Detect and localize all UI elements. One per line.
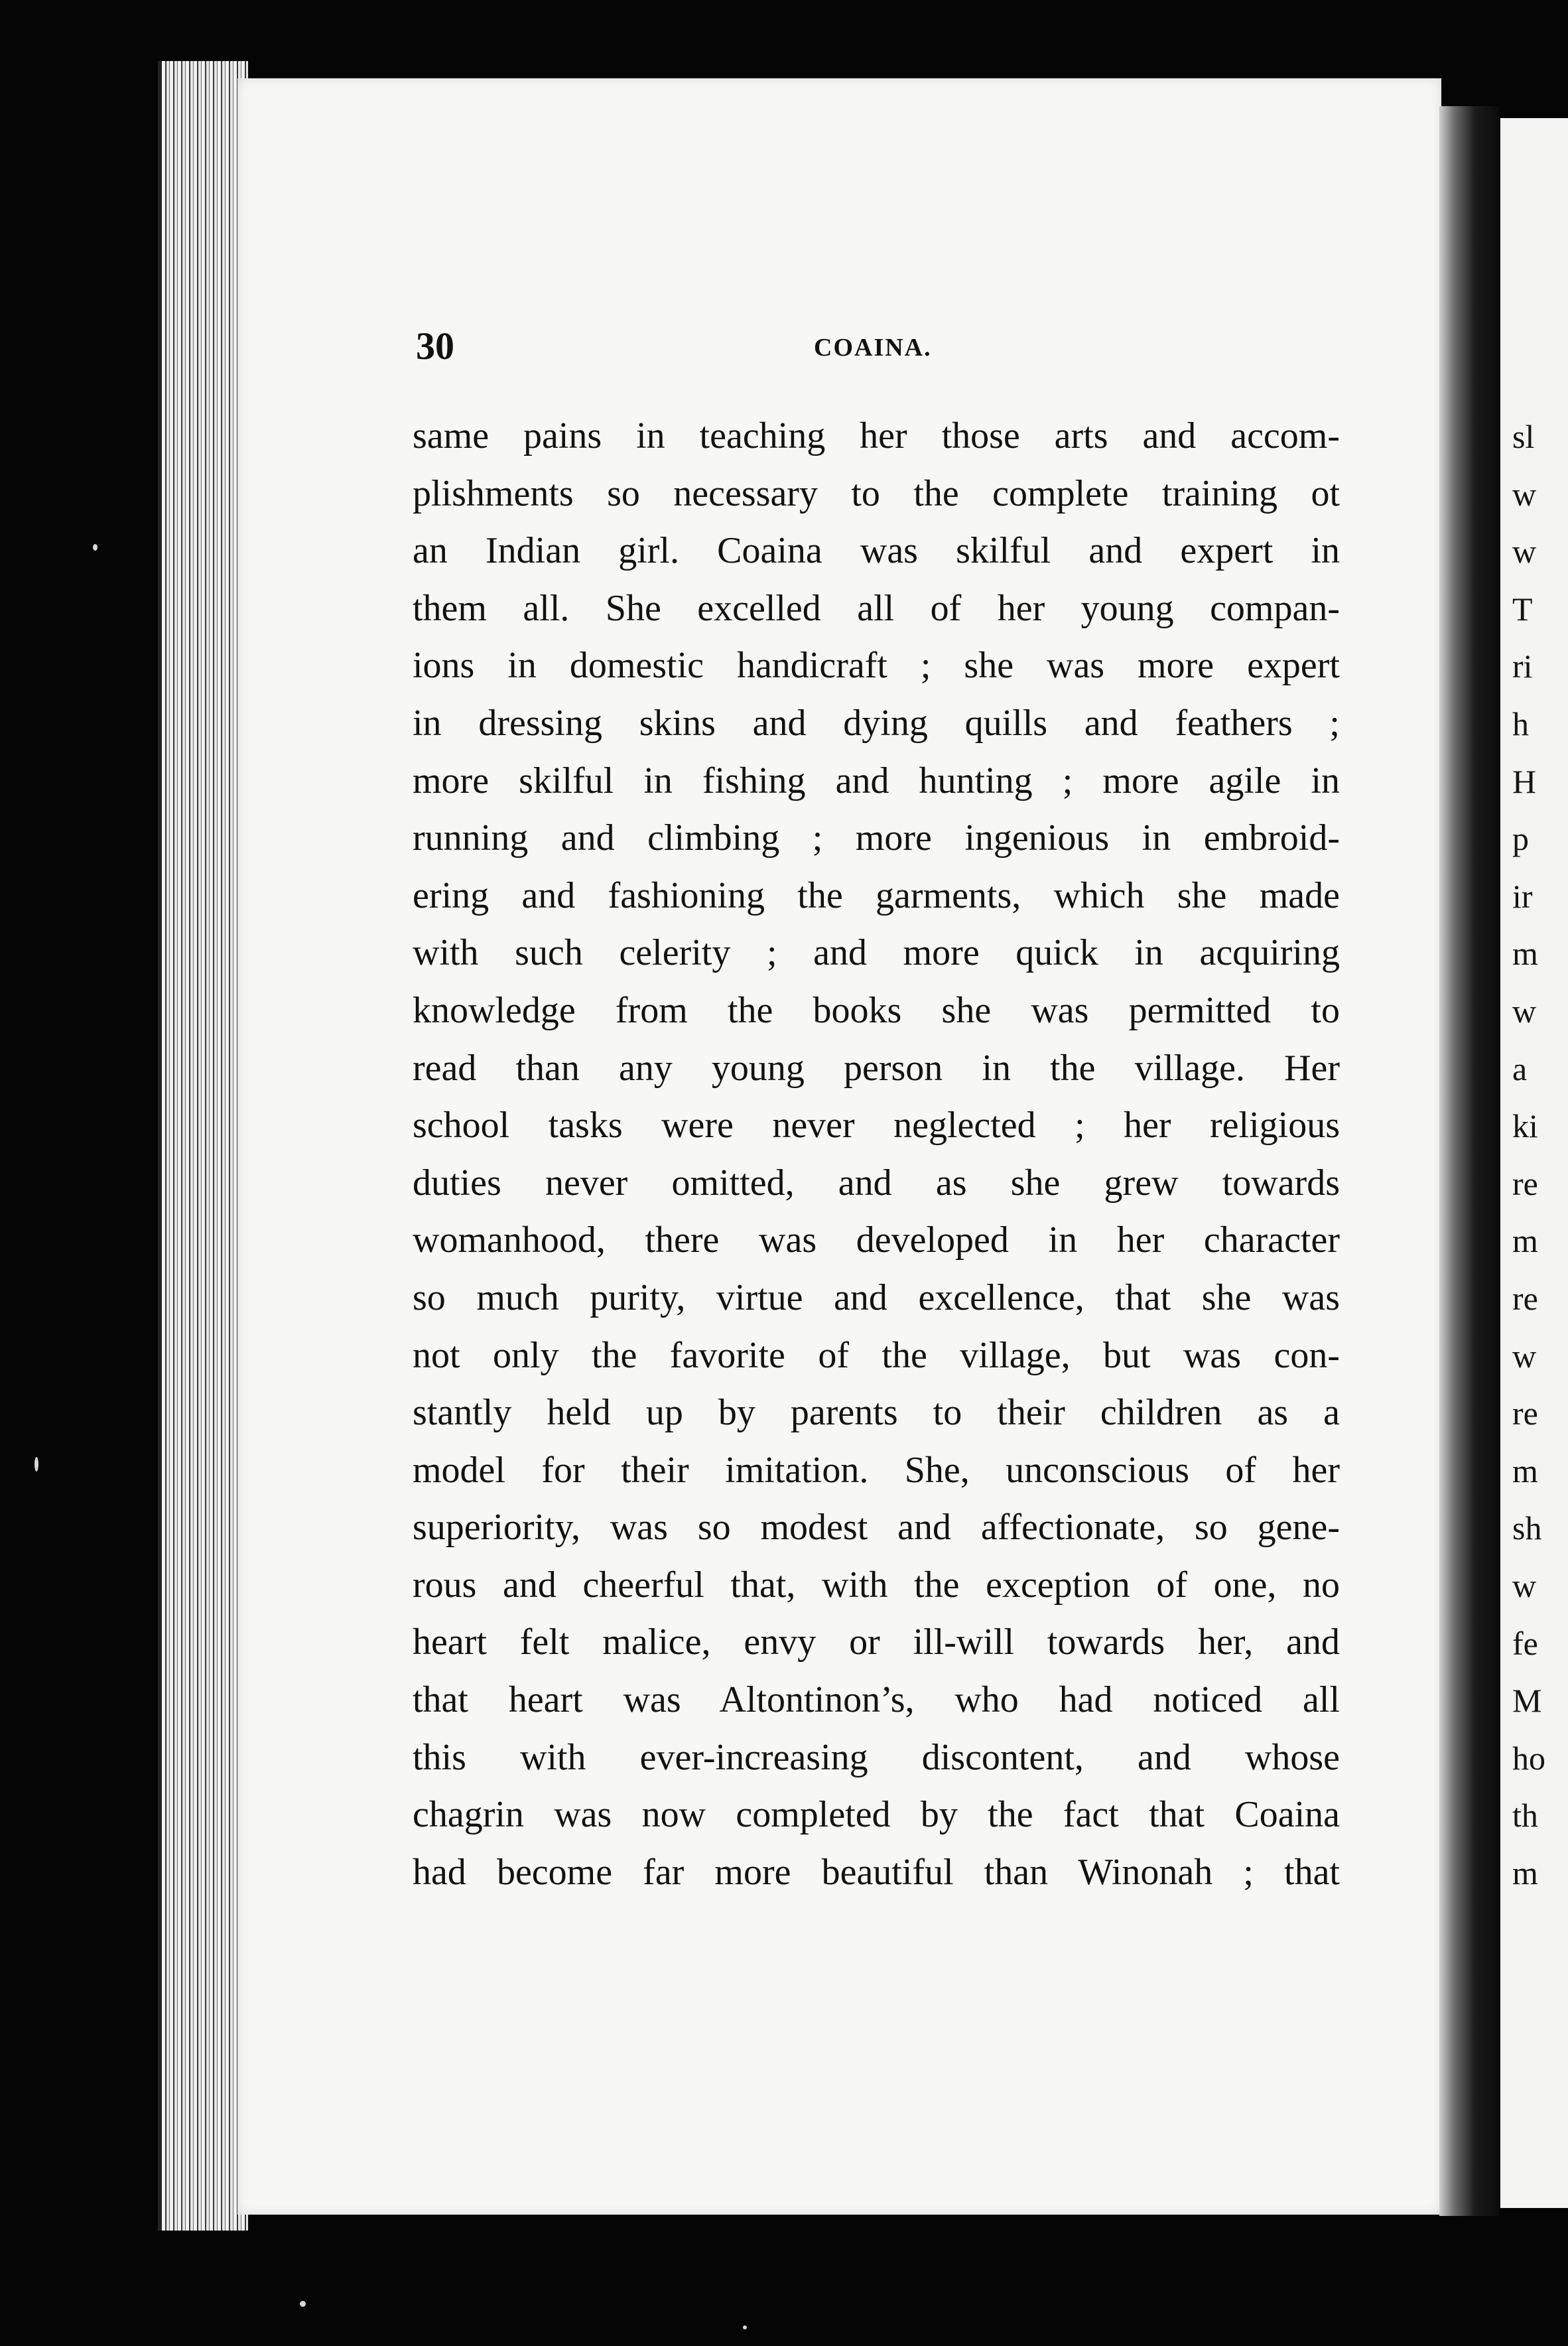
page-number: 30 [416, 324, 454, 368]
dust-speck [93, 544, 98, 551]
text-line: rous and cheerful that, with the exception of one, no [413, 1564, 1340, 1606]
facing-page-fragment: m [1512, 935, 1538, 973]
running-head: COAINA. [814, 334, 932, 362]
text-line: with such celerity ; and more quick in acquiring [413, 932, 1340, 974]
text-line: womanhood, there was developed in her character [413, 1219, 1340, 1261]
body-text [413, 407, 1340, 1901]
facing-page-fragment: ki [1512, 1107, 1538, 1145]
facing-page-fragment: w [1512, 533, 1537, 571]
text-line: chagrin was now completed by the fact that Coaina [413, 1794, 1340, 1836]
facing-page-fragment: m [1512, 1452, 1538, 1489]
facing-page-fragment: M [1512, 1682, 1542, 1720]
facing-page-fragment: h [1512, 705, 1529, 742]
facing-page-fragment: re [1512, 1395, 1538, 1432]
text-line: them all. She excelled all of her young compan- [413, 587, 1340, 629]
facing-page-fragment: m [1512, 1854, 1538, 1892]
text-line: more skilful in fishing and hunting ; more agile in [413, 760, 1340, 801]
facing-page-fragment: sh [1512, 1509, 1542, 1547]
facing-page-edge [1500, 118, 1568, 2208]
facing-page-fragment: fe [1512, 1624, 1538, 1662]
facing-page-fragment: th [1512, 1797, 1538, 1834]
facing-page-fragment: w [1512, 993, 1537, 1030]
text-line: that heart was Altontinon’s, who had noticed all [413, 1679, 1340, 1721]
text-line: duties never omitted, and as she grew towards [413, 1162, 1340, 1204]
facing-page-fragment: re [1512, 1280, 1538, 1317]
text-line: ions in domestic handicraft ; she was more expert [413, 645, 1340, 687]
facing-page-fragment: p [1512, 820, 1529, 858]
text-line: an Indian girl. Coaina was skilful and expert in [413, 530, 1340, 572]
facing-page-fragment: H [1512, 762, 1537, 800]
dust-speck [300, 2301, 306, 2307]
book-gutter-shadow [1439, 106, 1499, 2216]
text-line: model for their imitation. She, unconscious of her [413, 1449, 1340, 1491]
text-line: in dressing skins and dying quills and feathers ; [413, 702, 1340, 744]
text-line: plishments so necessary to the complete training ot [413, 472, 1340, 514]
facing-page-fragment: m [1512, 1222, 1538, 1260]
text-line: same pains in teaching her those arts and accom- [413, 415, 1340, 456]
text-line: so much purity, virtue and excellence, that she was [413, 1276, 1340, 1318]
text-line: this with ever-increasing discontent, and whose [413, 1736, 1340, 1778]
text-line: school tasks were never neglected ; her religious [413, 1105, 1340, 1146]
text-line: heart felt malice, envy or ill-will towards her, and [413, 1622, 1340, 1663]
facing-page-fragment: ri [1512, 648, 1533, 685]
facing-page-fragment: w [1512, 475, 1537, 513]
page-edges-stack [158, 61, 248, 2231]
facing-page-fragment: T [1512, 590, 1533, 628]
facing-page-fragment: re [1512, 1164, 1538, 1202]
facing-page-fragment: w [1512, 1567, 1537, 1604]
text-line: had become far more beautiful than Winonah ; that [413, 1851, 1340, 1893]
page-header [416, 324, 1338, 370]
dust-speck [743, 2325, 747, 2329]
text-line: ering and fashioning the garments, which she made [413, 874, 1340, 916]
facing-page-fragment: ho [1512, 1739, 1545, 1777]
facing-page-fragment: ir [1512, 877, 1533, 915]
text-line: knowledge from the books she was permitted to [413, 989, 1340, 1031]
text-line: superiority, was so modest and affectionate, so gene- [413, 1507, 1340, 1549]
text-line: read than any young person in the village. Her [413, 1047, 1340, 1089]
dust-speck [34, 1457, 38, 1472]
facing-page-fragment: w [1512, 1337, 1537, 1375]
text-line: not only the favorite of the village, but was con- [413, 1334, 1340, 1376]
text-line: stantly held up by parents to their children as a [413, 1392, 1340, 1434]
text-line: running and climbing ; more ingenious in embroid- [413, 817, 1340, 859]
facing-page-fragment: a [1512, 1050, 1528, 1087]
facing-page-fragment: sl [1512, 418, 1535, 455]
